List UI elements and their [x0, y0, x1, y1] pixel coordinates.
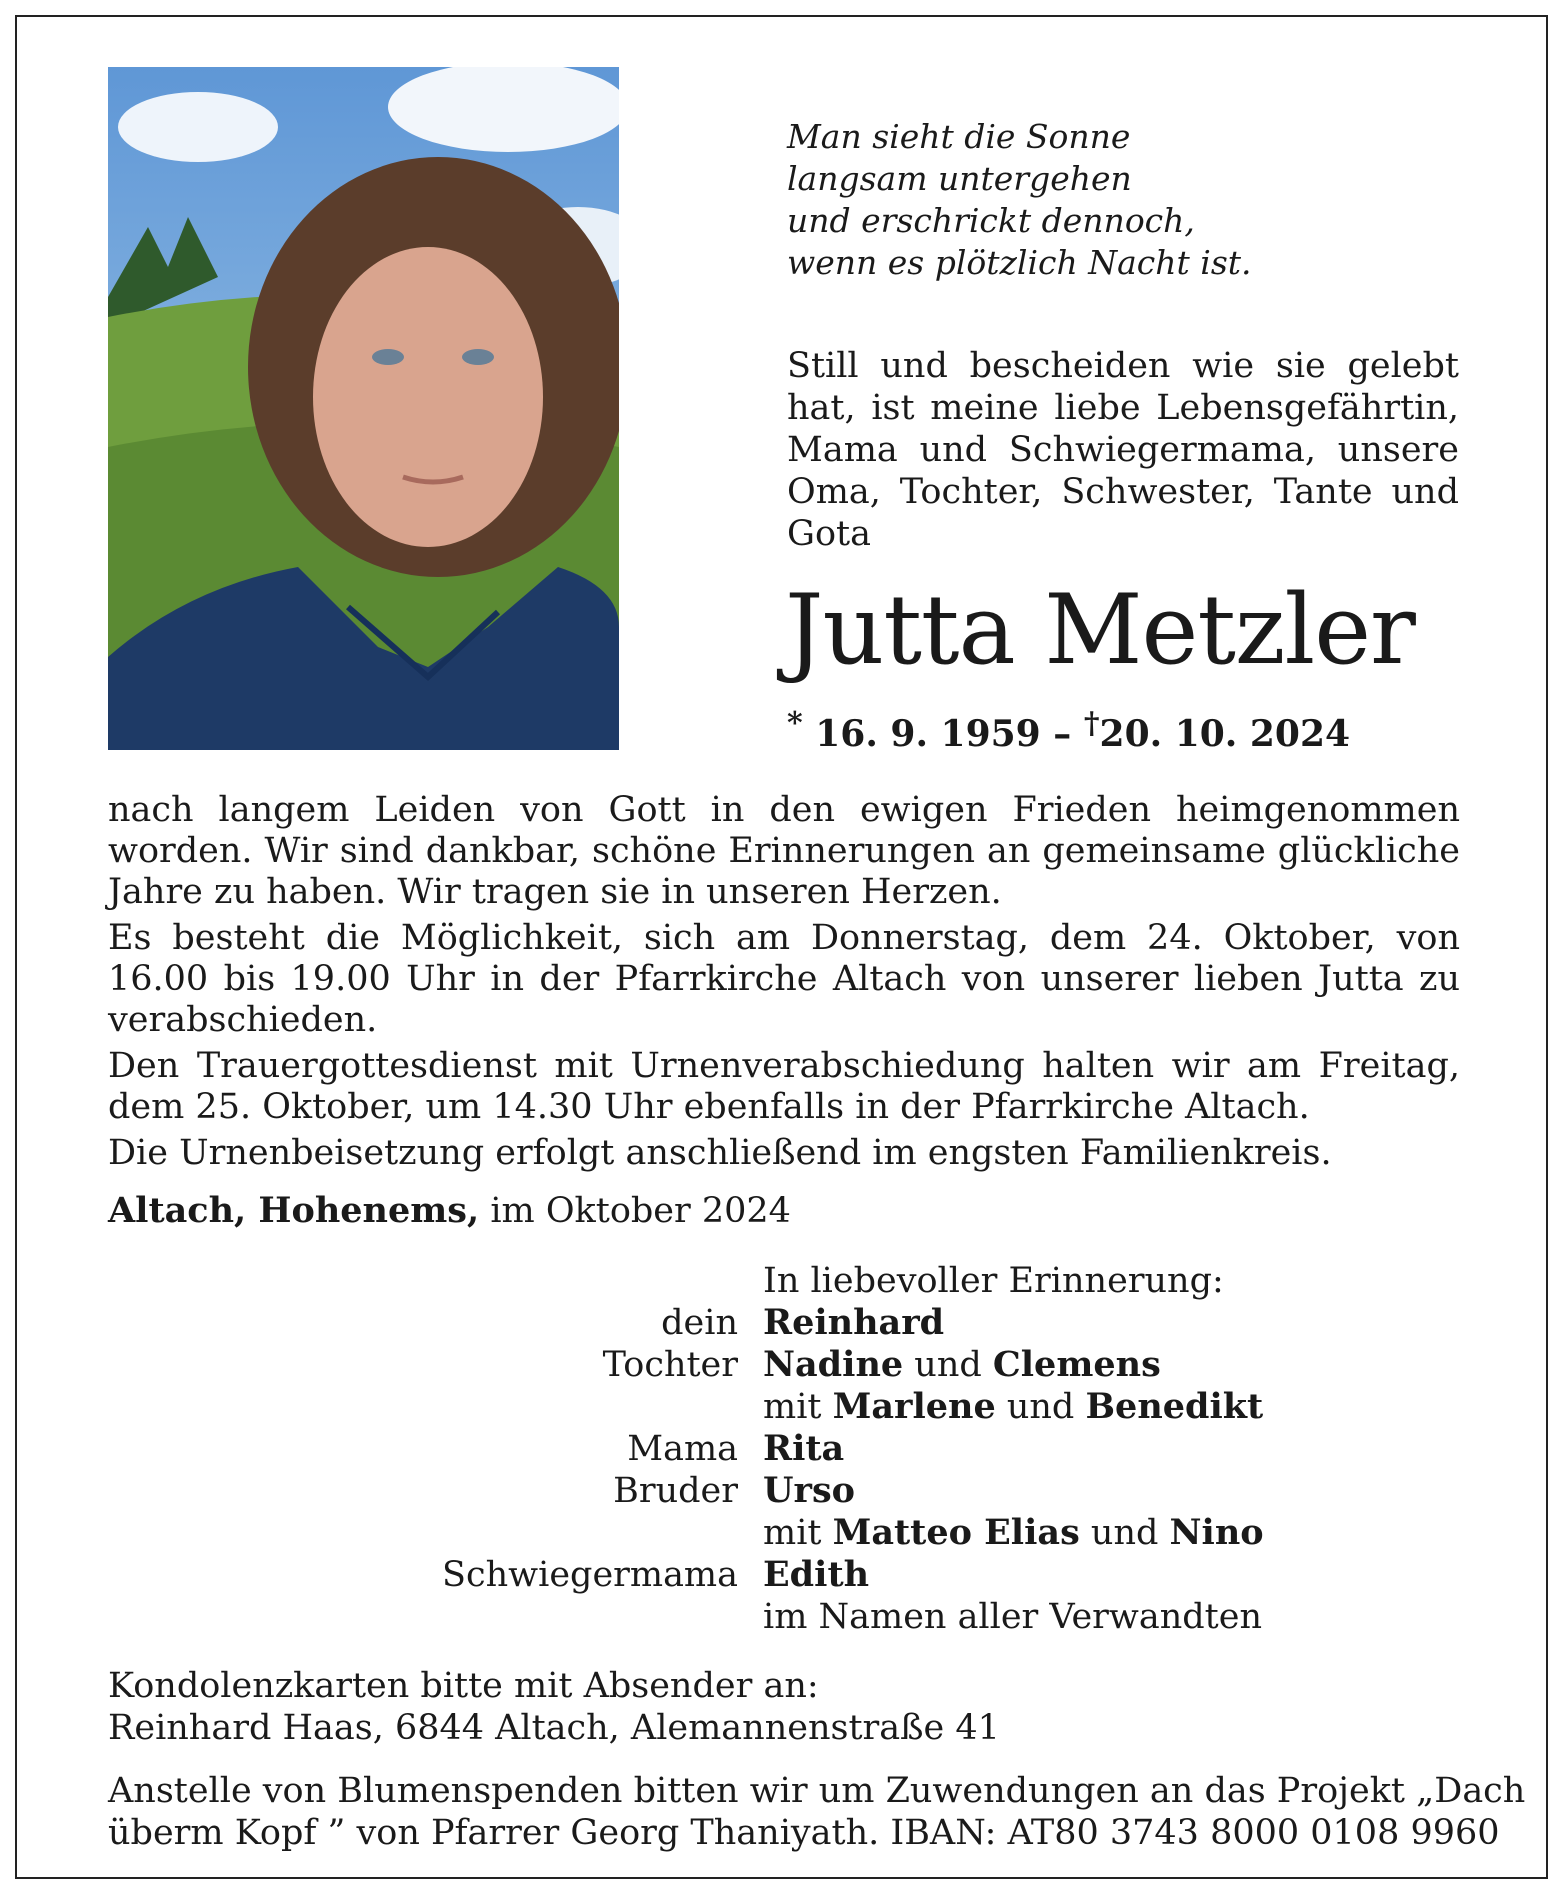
- family-row: [108, 1554, 1460, 1596]
- family-member-name: Urso: [763, 1470, 856, 1511]
- body-paragraph: Die Urnenbeisetzung erfolgt anschließend im engsten Familienkreis.: [108, 1133, 1332, 1173]
- family-relation: Schwiegermama: [442, 1555, 738, 1595]
- family-list: [108, 1260, 1460, 1638]
- body-paragraph: Den Trauergottesdienst mit Urnenverabschiedung halten wir am Freitag, dem 25. Oktober, um 14.30 Uhr ebenfalls in der Pfarrkirche Altach.: [108, 1046, 1460, 1127]
- family-relation: [108, 1386, 763, 1428]
- family-connector: mit: [763, 1387, 833, 1427]
- donation-line: Anstelle von Blumenspenden bitten wir um Zuwendungen an das Projekt „Dach: [108, 1771, 1526, 1811]
- family-row: [108, 1470, 1460, 1512]
- birth-symbol: *: [787, 706, 803, 741]
- family-relation: [108, 1596, 763, 1638]
- family-relation: dein: [661, 1303, 738, 1343]
- family-connector: mit: [763, 1513, 833, 1553]
- family-row: [108, 1386, 1460, 1428]
- family-heading-row: [108, 1260, 1460, 1302]
- family-member-name: Nadine: [763, 1344, 904, 1385]
- family-names: [763, 1302, 944, 1344]
- family-member-name: Benedikt: [1085, 1386, 1264, 1427]
- poem: [787, 116, 1467, 284]
- family-names: [763, 1344, 1161, 1386]
- place-date: [108, 1190, 791, 1231]
- family-relation: [108, 1512, 763, 1554]
- family-heading: In liebevoller Erinnerung:: [763, 1261, 1224, 1301]
- family-member-name: Nino: [1169, 1512, 1264, 1553]
- poem-line: wenn es plötzlich Nacht ist.: [787, 243, 1252, 282]
- family-names: [763, 1554, 869, 1596]
- family-names: [763, 1470, 855, 1512]
- family-names: [763, 1386, 1263, 1428]
- address-line: Reinhard Haas, 6844 Altach, Alemannenstraße 41: [108, 1708, 1000, 1748]
- family-relation: Mama: [627, 1429, 738, 1469]
- family-row: [108, 1428, 1460, 1470]
- family-names: [763, 1428, 844, 1470]
- donation-note: [108, 1770, 1526, 1854]
- intro-text: Still und bescheiden wie sie gelebt hat, ist meine liebe Lebensgefährtin, Mama und Schwiegermama, unsere Oma, Tochter, Schwester, Tante und Gota: [787, 346, 1459, 554]
- family-member-name: Matteo Elias: [832, 1512, 1080, 1553]
- portrait-photo: [108, 67, 619, 750]
- date-separator: –: [1053, 713, 1072, 755]
- family-row: [108, 1512, 1460, 1554]
- family-member-name: Marlene: [832, 1386, 996, 1427]
- family-row: [108, 1596, 1460, 1638]
- birth-date: 16. 9. 1959: [815, 713, 1041, 755]
- family-member-name: Reinhard: [763, 1302, 945, 1343]
- family-names: [763, 1512, 1264, 1554]
- place-names: Altach, Hohenems,: [108, 1190, 480, 1231]
- family-member-name: Rita: [763, 1428, 845, 1469]
- condolence-address: [108, 1665, 1000, 1749]
- family-row: [108, 1344, 1460, 1386]
- poem-line: und erschrickt dennoch,: [787, 201, 1195, 240]
- family-connector: und: [903, 1345, 993, 1385]
- family-member-name: Edith: [763, 1554, 870, 1595]
- family-relation: Tochter: [602, 1345, 738, 1385]
- place-month: im Oktober 2024: [490, 1191, 791, 1231]
- family-relation: Bruder: [613, 1471, 738, 1511]
- announcement-body: [108, 790, 1460, 1179]
- death-date: 20. 10. 2024: [1099, 713, 1351, 755]
- family-connector: und: [995, 1387, 1086, 1427]
- family-member-name: Clemens: [992, 1344, 1161, 1385]
- deceased-name: Jutta Metzler: [785, 574, 1415, 686]
- death-symbol: †: [1083, 706, 1100, 741]
- family-row: [108, 1302, 1460, 1344]
- body-paragraph: nach langem Leiden von Gott in den ewigen Frieden heimgenommen worden. Wir sind dankbar, schöne Erinnerungen an gemeinsame glückliche Jahre zu haben. Wir tragen sie in unseren Herzen.: [108, 790, 1460, 912]
- poem-line: Man sieht die Sonne: [787, 117, 1131, 156]
- family-connector: im Namen aller Verwandten: [763, 1597, 1262, 1637]
- body-paragraph: Es besteht die Möglichkeit, sich am Donnerstag, dem 24. Oktober, von 16.00 bis 19.00 Uhr in der Pfarrkirche Altach von unserer lieben Jutta zu verabschieden.: [108, 918, 1460, 1040]
- family-connector: und: [1079, 1513, 1170, 1553]
- poem-line: langsam untergehen: [787, 159, 1132, 198]
- donation-line: überm Kopf ” von Pfarrer Georg Thaniyath. IBAN: AT80 3743 8000 0108 9960: [108, 1813, 1500, 1853]
- life-dates: [787, 706, 1350, 755]
- address-line: Kondolenzkarten bitte mit Absender an:: [108, 1666, 819, 1706]
- family-names: [763, 1596, 1262, 1638]
